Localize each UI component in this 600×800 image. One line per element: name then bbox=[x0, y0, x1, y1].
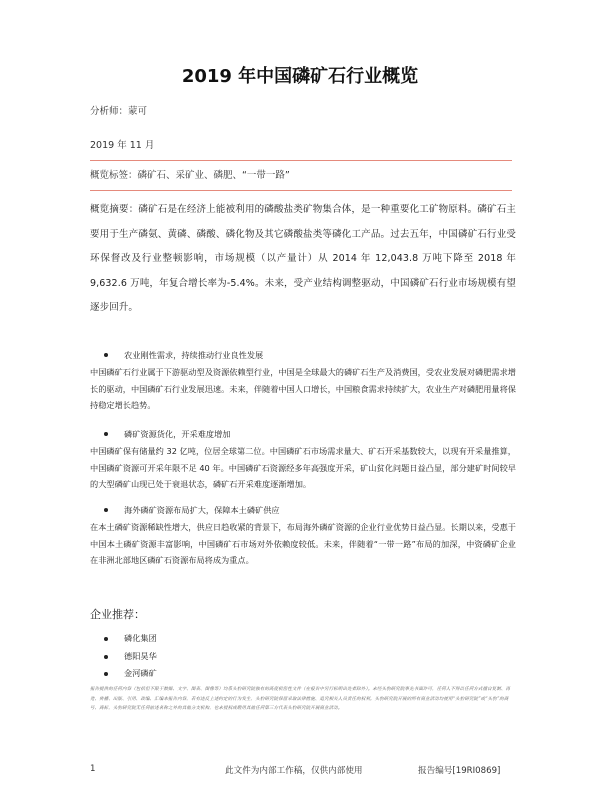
section-body: 中国磷矿石行业属于下游驱动型及资源依赖型行业，中国是全球最大的磷矿石生产及消费国，受农业发展对磷肥需求增长的驱动，中国磷矿石行业发展迅速。未来，伴随着中国人口增长，中国粮食需求持续扩大，农业生产对磷肥用量将保持稳定增长趋势。 bbox=[90, 367, 516, 411]
bullet-dot-icon bbox=[104, 508, 108, 512]
tags-line: 概览标签：磷矿石、采矿业、磷肥、“一带一路” bbox=[90, 170, 290, 181]
divider-top bbox=[90, 160, 512, 161]
section-resource-depletion bbox=[90, 427, 516, 493]
bullet-dot-icon bbox=[104, 637, 108, 641]
section-body: 中国磷矿保有储量约 32 亿吨，位居全球第二位。中国磷矿石市场需求量大、矿石开采基数较大，以现有开采量推算，中国磷矿资源可开采年限不足 40 年。中国磷矿石资源经多年高强度开采，矿山贫化问题日益凸显，部分建矿时间较早的大型磷矿山现已处于衰退状态，磷矿石开采难度逐渐增加。 bbox=[90, 446, 516, 490]
recommendation-title: 企业推荐： bbox=[90, 608, 145, 621]
divider-tags bbox=[90, 190, 512, 191]
section-title-text: 磷矿资源货化，开采难度增加 bbox=[124, 429, 231, 439]
section-title bbox=[90, 348, 516, 362]
report-id: 报告编号[19RI0869] bbox=[418, 766, 501, 776]
section-title bbox=[90, 503, 516, 517]
section-title-text: 海外磷矿资源布局扩大，保障本土磷矿供应 bbox=[124, 505, 280, 515]
company-name: 金河磷矿 bbox=[124, 668, 157, 678]
section-overseas-layout bbox=[90, 503, 516, 569]
section-title bbox=[90, 427, 516, 441]
company-name: 德阳昊华 bbox=[124, 650, 157, 661]
list-item bbox=[90, 648, 516, 666]
report-title: 2019 年中国磷矿石行业概览 bbox=[181, 66, 419, 87]
footer-notice: 此文件为内部工作稿，仅供内部使用 bbox=[225, 766, 363, 776]
list-item bbox=[90, 630, 516, 648]
company-name: 磷化集团 bbox=[124, 633, 157, 643]
abstract-paragraph: 概览摘要：磷矿石是在经济上能被利用的磷酸盐类矿物集合体，是一种重要化工矿物原料。磷矿石主要用于生产磷氨、黄磷、磷酸、磷化物及其它磷酸盐类等磷化工产品。过去五年，中国磷矿石行业受环保督改及行业整顿影响，市场规模（以产量计）从 2014 年 12,043.8 万吨下降至 2018 年 9,632.6 万吨，年复合增长率为-5.4%。未来，受产业结构调整驱动，中国磷矿石行业市场规模有望逐步回升。 bbox=[90, 204, 516, 313]
section-body: 在本土磷矿资源稀缺性增大，供应日趋收紧的背景下，布局海外磷矿资源的企业行业优势日益凸显。长期以来，受惠于中国本土磷矿资源丰富影响，中国磷矿石市场对外依赖度较低。未来，伴随着“一带一路”布局的加深，中资磷矿企业在非洲北部地区磷矿石资源布局将成为重点。 bbox=[90, 522, 516, 566]
analyst-line: 分析师：蒙可 bbox=[90, 106, 148, 117]
disclaimer-text: 报告提供的任何内容（包括但不限于数据、文字、图表、图像等）均系头豹研究院独有的高度机密性文件（在报告中另行标明出处者除外）。未经头豹研究院事先书面许可，任何人不得以任何方式擅自复制、再造、传播、出版、引用、改编、汇编本报告内容，若有违反上述约定的行为发生，头豹研究院保留采取法律措施、追究相关人员责任的权利。头豹研究院开展的所有商业活动均使用“头豹研究院”或“头豹”的商号、商标，头豹研究院无任何前述名称之外的其他分支机构，也未授权或聘用其他任何第三方代表头豹研究院开展商业活动。 bbox=[90, 687, 511, 711]
list-item bbox=[90, 665, 516, 683]
section-title-text: 农业刚性需求，持续推动行业良性发展 bbox=[124, 350, 264, 360]
bullet-dot-icon bbox=[104, 672, 108, 676]
recommendation-list bbox=[90, 630, 516, 683]
report-date: 2019 年 11 月 bbox=[90, 140, 155, 151]
bullet-dot-icon bbox=[104, 432, 108, 436]
section-agriculture-demand bbox=[90, 348, 516, 414]
bullet-dot-icon bbox=[104, 655, 108, 659]
bullet-dot-icon bbox=[104, 353, 108, 357]
page-number: 1 bbox=[90, 764, 96, 774]
